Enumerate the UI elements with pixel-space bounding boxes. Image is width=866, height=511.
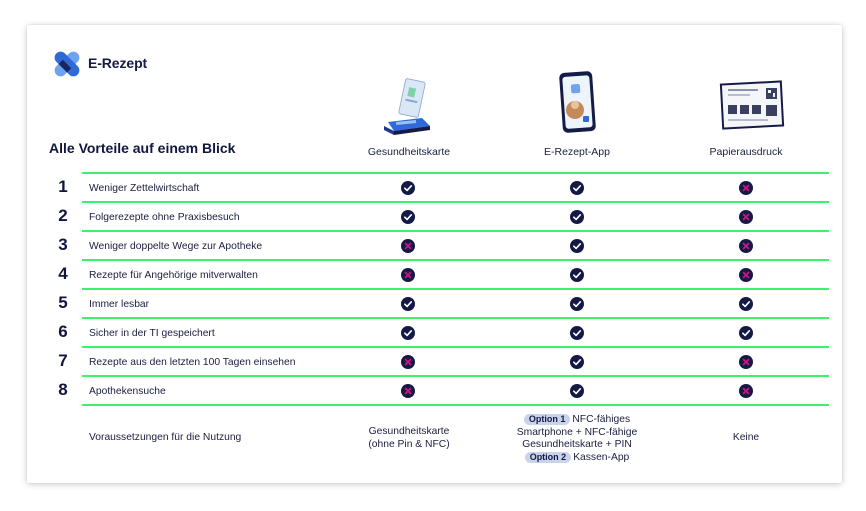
smartphone-app-illustration	[558, 70, 598, 134]
brand-logo	[48, 44, 147, 82]
check-icon	[401, 181, 415, 195]
cross-icon	[739, 384, 753, 398]
column-header-e-rezept-app: E-Rezept-App	[544, 146, 610, 158]
cross-icon	[739, 239, 753, 253]
table-row	[0, 377, 866, 406]
row-label: Apothekensuche	[89, 386, 166, 397]
row-label: Immer lesbar	[89, 299, 150, 310]
row-label: Rezepte für Angehörige mitverwalten	[89, 270, 258, 281]
check-icon	[570, 384, 584, 398]
cross-icon	[401, 384, 415, 398]
option1-line2: Smartphone + NFC-fähige	[516, 426, 638, 438]
row-number: 1	[58, 177, 68, 196]
paper-printout-illustration	[718, 79, 786, 131]
row-number: 8	[58, 380, 68, 399]
check-icon	[401, 326, 415, 340]
requirements-card-line1: Gesundheitskarte	[368, 426, 450, 437]
cross-icon	[739, 355, 753, 369]
requirements-card	[344, 426, 474, 451]
table-row	[0, 203, 866, 232]
cross-icon	[401, 268, 415, 282]
check-icon	[570, 355, 584, 369]
check-icon	[570, 210, 584, 224]
brand-name: E-Rezept	[88, 55, 148, 71]
page-title: Alle Vorteile auf einem Blick	[49, 140, 236, 156]
table-row	[0, 174, 866, 203]
row-number: 4	[58, 264, 68, 283]
option2-badge: Option 2	[525, 452, 572, 463]
table-row	[0, 319, 866, 348]
cross-icon	[739, 268, 753, 282]
row-number: 5	[58, 293, 68, 312]
check-icon	[739, 326, 753, 340]
row-label: Sicher in der TI gespeichert	[89, 328, 215, 339]
cross-icon	[739, 181, 753, 195]
option1-badge: Option 1	[524, 414, 571, 425]
table-row	[0, 232, 866, 261]
row-label: Rezepte aus den letzten 100 Tagen einsehen	[89, 357, 296, 368]
table-row	[0, 348, 866, 377]
option2-text: Kassen-App	[573, 451, 630, 463]
e-rezept-logo-icon	[48, 44, 86, 82]
row-number: 2	[58, 206, 68, 225]
option1-line3: Gesundheitskarte + PIN	[522, 439, 632, 450]
table-row	[0, 261, 866, 290]
check-icon	[570, 297, 584, 311]
row-label: Weniger doppelte Wege zur Apotheke	[89, 241, 263, 252]
check-icon	[570, 268, 584, 282]
cross-icon	[401, 355, 415, 369]
check-icon	[739, 297, 753, 311]
column-header-papierausdruck: Papierausdruck	[709, 146, 783, 158]
requirements-paper: Keine	[732, 432, 760, 443]
check-icon	[570, 326, 584, 340]
row-label: Weniger Zettelwirtschaft	[89, 183, 200, 194]
option1-line1: NFC-fähiges	[572, 414, 631, 425]
row-number: 7	[58, 351, 68, 370]
table-row	[0, 290, 866, 319]
check-icon	[570, 239, 584, 253]
requirements-card-line2: (ohne Pin & NFC)	[368, 438, 450, 450]
requirements-label: Voraussetzungen für die Nutzung	[89, 432, 242, 443]
cross-icon	[401, 239, 415, 253]
check-icon	[401, 210, 415, 224]
health-card-reader-illustration	[382, 78, 434, 138]
column-header-gesundheitskarte: Gesundheitskarte	[367, 146, 451, 158]
check-icon	[401, 297, 415, 311]
requirements-app	[497, 414, 657, 464]
row-number: 6	[58, 322, 68, 341]
check-icon	[570, 181, 584, 195]
cross-icon	[739, 210, 753, 224]
row-label: Folgerezepte ohne Praxisbesuch	[89, 212, 240, 223]
row-number: 3	[58, 235, 68, 254]
